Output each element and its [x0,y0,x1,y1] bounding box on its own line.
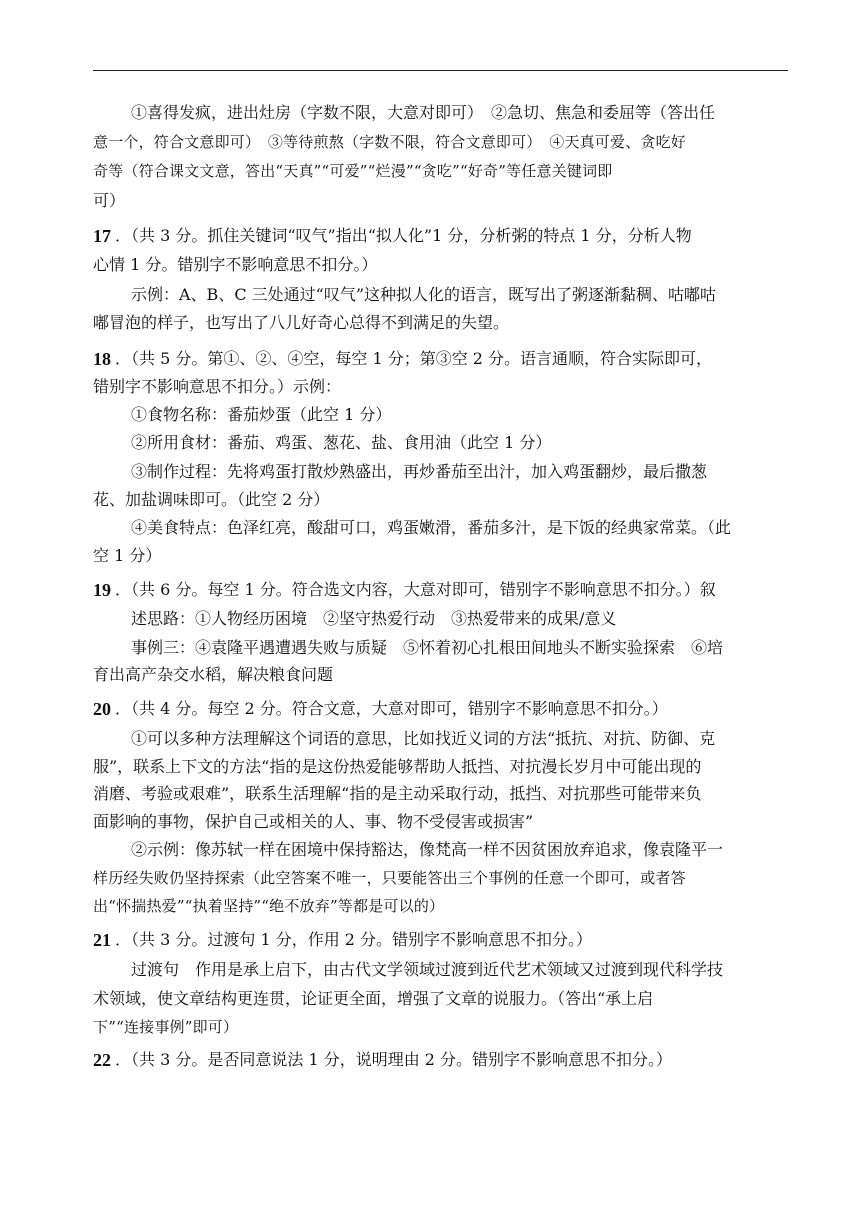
answer-line: ④美食特点：色泽红亮，酸甜可口，鸡蛋嫩滑，番茄多汁，是下饭的经典家常菜。（此 [131,518,732,537]
answer-line: 过渡句 作用是承上启下，由古代文学领域过渡到近代艺术领域又过渡到现代科学技 [131,960,724,979]
question-line: ．（共 3 分。是否同意说法 1 分，说明理由 2 分。错别字不影响意思不扣分。） [115,1050,673,1069]
answer-line: 意一个，符合文意即可） ③等待煎熬（字数不限，符合文意即可） ④天真可爱、贪吃好 [93,133,687,151]
answer-line: 空 1 分） [93,546,162,565]
question-line: ．（共 3 分。抓住关键词“叹气”指出“拟人化”1 分，分析粥的特点 1 分，分析人物 [115,226,692,245]
question-number: 22 [93,1050,111,1070]
answer-line: ①喜得发疯，进出灶房（字数不限，大意对即可） ②急切、焦急和委屈等（答出任 [131,103,716,122]
answer-line: 嘟冒泡的样子，也写出了八儿好奇心总得不到满足的失望。 [93,313,510,332]
question-number: 18 [93,349,111,369]
question-line: ．（共 3 分。过渡句 1 分，作用 2 分。错别字不影响意思不扣分。） [115,930,593,949]
answer-line: 可） [93,191,126,210]
answer-line: 事例三：④袁隆平遇遭遇失败与质疑 ⑤怀着初心扎根田间地头不断实验探索 ⑥培 [131,638,724,657]
answer-line: ②示例：像苏轼一样在困境中保持豁达，像梵高一样不因贫困放弃追求，像袁隆平一 [131,840,724,859]
header-rule [93,70,788,71]
answer-line: 述思路：①人物经历困境 ②坚守热爱行动 ③热爱带来的成果/意义 [131,609,617,628]
answer-line: 服”，联系上下文的方法“指的是这份热爱能够帮助人抵挡、对抗漫长岁月中可能出现的 [93,757,702,776]
answer-line: 奇等（符合课文文意，答出“天真”“可爱”“烂漫”“贪吃”“好奇”等任意关键词即 [93,162,613,180]
question-number: 17 [93,226,111,246]
answer-line: 花、加盐调味即可。（此空 2 分） [93,490,330,509]
answer-line: 示例：A、B、C 三处通过“叹气”这种拟人化的语言，既写出了粥逐渐黏稠、咕嘟咕 [131,285,717,304]
answer-line: ①食物名称：番茄炒蛋（此空 1 分） [131,405,392,424]
answer-line: 育出高产杂交水稻，解决粮食问题 [93,665,334,684]
question-line: ．（共 6 分。每空 1 分。符合选文内容，大意对即可，错别字不影响意思不扣分。）叙 [115,580,716,599]
answer-line: ②所用食材：番茄、鸡蛋、葱花、盐、食用油（此空 1 分） [131,433,552,452]
answer-line: 样历经失败仍坚持探索（此空答案不唯一，只要能答出三个事例的任意一个即可，或者答 [93,869,686,887]
answer-line: 面影响的事物，保护自己或相关的人、事、物不受侵害或损害” [93,812,534,831]
answer-line: 消磨、考验或艰难”，联系生活理解“指的是主动采取行动，抵挡、对抗那些可能带来负 [93,784,702,803]
question-number: 20 [93,699,111,719]
question-line: 错别字不影响意思不扣分。）示例： [93,377,342,396]
question-number: 19 [93,580,111,600]
answer-line: 术领域，使文章结构更连贯，论证更全面，增强了文章的说服力。（答出“承上启 [93,989,654,1008]
question-line: ．（共 5 分。第①、②、④空，每空 1 分；第③空 2 分。语言通顺，符合实际即可， [115,349,713,368]
answer-line: ①可以多种方法理解这个词语的意思，比如找近义词的方法“抵抗、对抗、防御、克 [131,729,716,748]
question-line: ．（共 4 分。每空 2 分。符合文意，大意对即可，错别字不影响意思不扣分。） [115,699,668,718]
answer-line: 下”“连接事例”即可） [93,1018,239,1036]
question-number: 21 [93,930,111,950]
question-line: 心情 1 分。错别字不影响意思不扣分。） [93,255,378,274]
answer-line: 出“怀揣热爱”“执着坚持”“绝不放弃”等都是可以的） [93,897,445,915]
answer-line: ③制作过程：先将鸡蛋打散炒熟盛出，再炒番茄至出汁，加入鸡蛋翻炒，最后撒葱 [131,462,708,481]
